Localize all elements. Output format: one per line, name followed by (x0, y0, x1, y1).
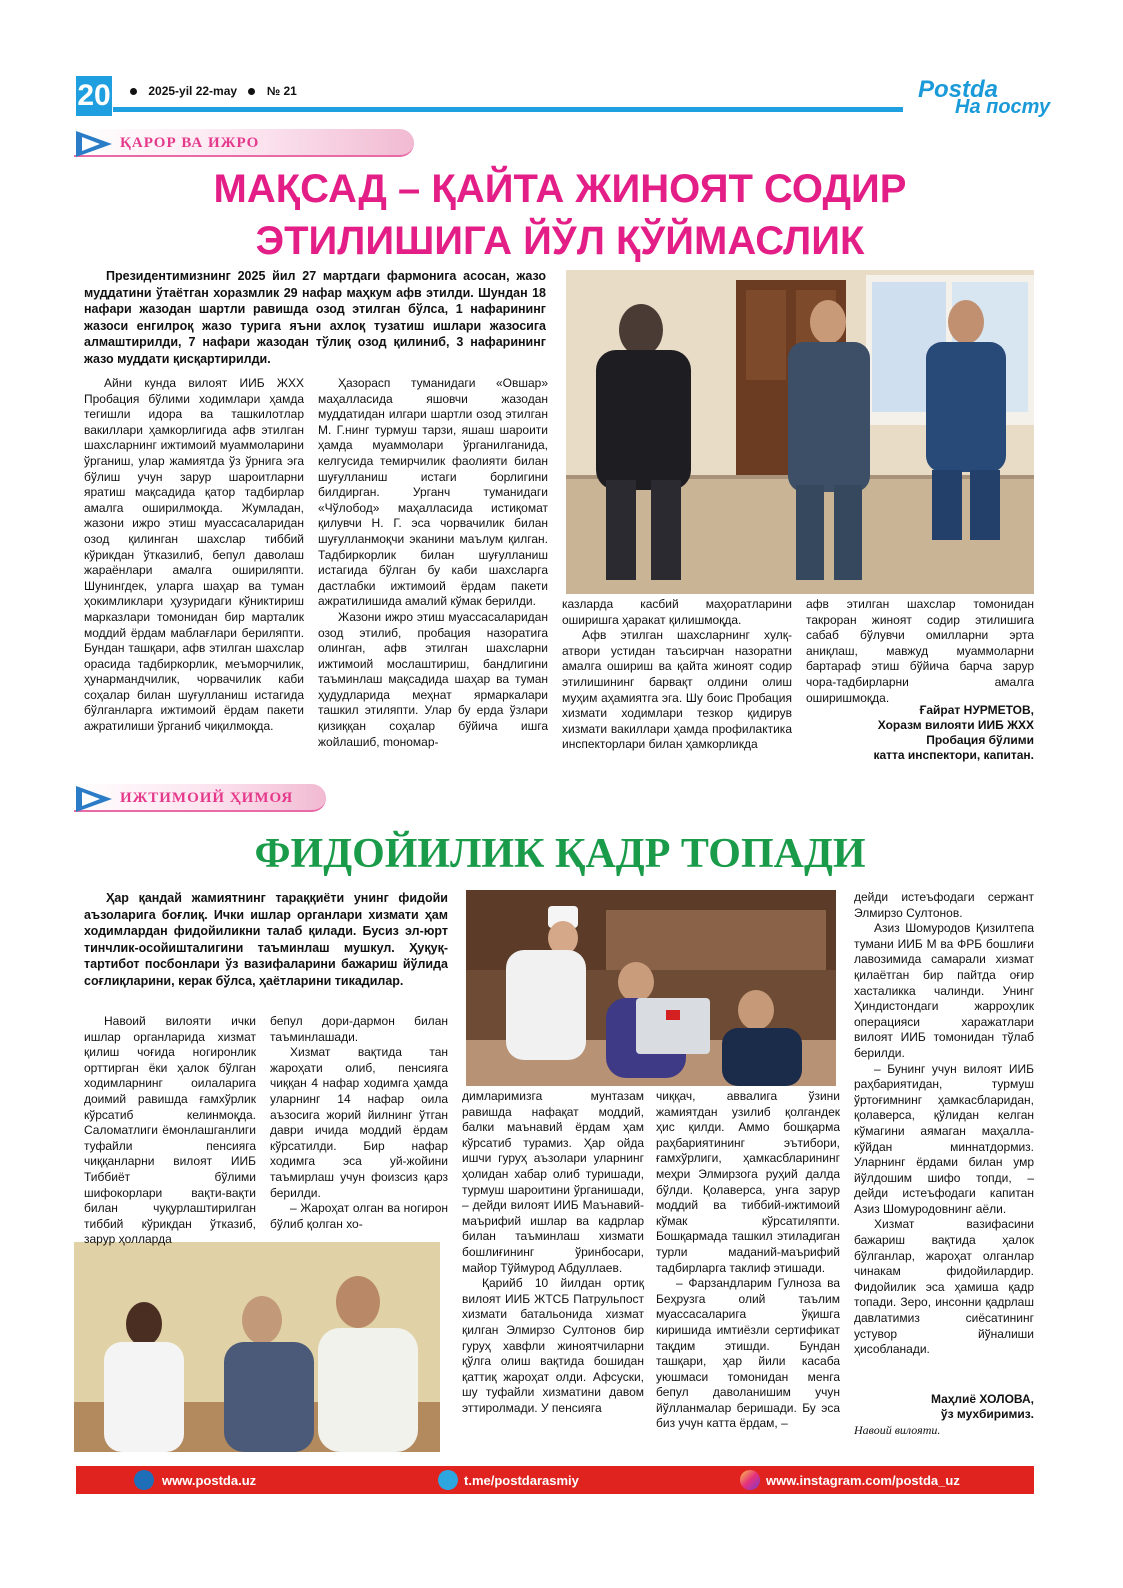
paragraph: Жазони ижро этиш муассасаларидан озод этилиб, пробация назоратига олинган, афв этилган шахсларни ижтимоий мослаштириш, бандлигини таъминлаш мақсадида шаҳар ва туман ҳудудларида меҳнат ярмаркалари ташкил этиляпти. Улар бу ерда ўзлари қизиққан соҳалар бўйича ишга жойлашиб, mономар- (318, 609, 548, 749)
paragraph: бепул дори-дармон билан таъминлашади. (270, 1014, 448, 1044)
article1-lead: Президентимизнинг 2025 йил 27 мартдаги фармонига асосан, жазо муддатини ўтаётган хоразмлик 29 нафар маҳкум афв этилди. Шундан 18 нафари жазодан шартли равишда озод этилган бўлса, 1 нафарининг жазоси енгилроқ жазо турига яъни ахлоқ тузатиш ишлари жазосига алмаштирилди, 7 нафари жазодан тўлиқ озод қилиниб, 3 нафарининг жазо муддати қисқартирилди. (84, 269, 546, 366)
paragraph: дейди истеъфодаги сержант Элмирзо Султонов. (854, 890, 1034, 920)
paragraph: Азиз Шомуродов Қизилтепа тумани ИИБ М ва ФРБ бошлиғи лавозимида самарали хизмат қилаётган бир пайтда оғир хасталикка чалинди. Унинг Ҳиндистондаги жарроҳлик операцияси харажатлари вилоят ИИБ томонидан тўлаб берилди. (854, 921, 1034, 1060)
arrow-icon (74, 784, 114, 814)
telegram-icon (438, 1470, 458, 1490)
headline-line: МАҚСАД – ҚАЙТА ЖИНОЯТ СОДИР (213, 167, 907, 211)
globe-icon (134, 1470, 154, 1490)
article2-column-1 (84, 1014, 256, 1248)
paragraph: Қарийб 10 йилдан ортиқ вилоят ИИБ ЖТСБ Патрульпост хизмати батальонида хизмат қилган Элмирзо Султонов бир гуруҳ хавфли жиноятчиларни қўлга олиш вақтида бошидан қаттиқ жароҳат олди. Афсуски, шу туфайли хизматини давом эттиролмади. У пенсияга (462, 1276, 644, 1415)
paragraph: – Фарзандларим Гулноза ва Беҳрузга олий таълим муассасаларига ўқишга киришида имтиёзли сертификат тақдим этишди. Бундан ташқари, ҳар йили касаба уюшмаси томонидан менга бепул даволанишим учун йўлланмалар беришади. Бу эса биз учун катта ёрдам, – (656, 1276, 840, 1431)
article2-lead: Ҳар қандай жамиятнинг тараққиёти унинг фидойи аъзоларига боғлиқ. Ички ишлар органлари хизмати ҳам ходимлардан фидойиликни талаб қилади. Бусиз эл-юрт тинчлик-осойишталигини таъминлаш мушкул. Ҳуқуқ-тартибот посбонлари ўз вазифаларини бажариш йўлида соғлиқларини, керак бўлса, ҳаётларини тикадилар. (84, 891, 448, 988)
author-position: Пробация бўлими (926, 733, 1034, 747)
paragraph: Ҳазорасп туманидаги «Овшар» маҳалласида яшовчи жазодан муддатидан илгари шартли озод этилган М. Г.нинг турмуш тарзи, яшаш шароити ҳамда муаммолари ўрганилганида, келгусида темирчилик фаолияти билан шуғулланиш истаги борлигини билдирган. Урганч туманидаги «Чўлобод» маҳалласида истиқомат қилувчи Н. Г. эса чорвачилик билан шуғулланмоқчи эканини маълум қилган. Тадбиркорлик билан шуғулланиш истагида бўлган бу каби шахсларга дастлабки ижтимоий ёрдам пакети ажратилишида амалий кўмак берилди. (318, 376, 548, 609)
header-rule (113, 107, 903, 112)
author-position: ўз мухбиримиз. (940, 1407, 1034, 1421)
paragraph: Навоий вилояти ички ишлар органларида хизмат қилиш чоғида ногиронлик орттирган ёки ҳалок бўлган ходимларнинг оилаларига доимий равишда ғамхўрлик кўрсатиб келинмоқда. Саломатлиги ёмонлашганлиги туфайли пенсияга чиққанларни вилоят ИИБ Тиббиёт бўлими шифокорлари вақти-вақти билан чуқурлаштирилган тиббий кўрикдан ўтказиб, зарур ҳолларда (84, 1014, 256, 1247)
issue-info (122, 84, 297, 98)
bullet-icon (130, 88, 137, 95)
article1-column-1 (84, 376, 304, 735)
paragraph: – Жароҳат олган ва ногирон бўлиб қолган хо- (270, 1201, 448, 1231)
rubric-tab-1 (74, 129, 414, 157)
article2-column-3 (462, 1089, 644, 1416)
page-number: 20 (76, 76, 112, 116)
rubric-tab-2 (74, 784, 326, 812)
article2-photo-bottom (74, 1242, 440, 1452)
article1-photo (566, 270, 1034, 594)
paragraph: – Бунинг учун вилоят ИИБ раҳбариятидан, турмуш ўртоғимнинг ҳамкасбларидан, қолаверса, қўлидан келган кўмагини аямаган маҳалла-кўйдан миннатдормиз. Уларнинг ёрдами билан умр йўлдошим шифо топди, – дейди истеъфодаги капитан Азиз Шомуродовнинг аёли. (854, 1061, 1034, 1216)
article2-column-4 (656, 1089, 840, 1432)
article1-author-block (806, 703, 1034, 763)
article2-column-5 (854, 890, 1034, 1358)
logo-postda: Postda (918, 76, 999, 103)
footer-site-link[interactable]: www.postda.uz (162, 1473, 257, 1488)
arrow-icon (74, 129, 114, 159)
article2-author-block (854, 1392, 1034, 1422)
article2-region: Навоий вилояти. (854, 1423, 941, 1437)
paragraph: димларимизга мунтазам равишда нафақат моддий, балки маънавий ёрдам ҳам кўрсатиб турамиз. Ҳар ойда ишчи гуруҳ аъзолари уларнинг ҳолидан хабар олиб туришади, турмуш шароитини ўрганишади, – дейди вилоят ИИБ Маънавий-маърифий ишлар ва кадрлар билан таъминлаш хизмати бошлиғининг ўринбосари, майор Тўймурод Абдуллаев. (462, 1089, 644, 1275)
logo-na-postu: На посту (955, 96, 1051, 118)
bullet-icon (248, 88, 255, 95)
paragraph: Хизмат вақтида тан жароҳати олиб, пенсияга чиққан 4 нафар ходимга ҳамда уларнинг 14 нафар оила аъзосига жорий йилнинг ўтган даври ичида моддий ёрдам кўрсатилди. Бир нафар ходимга эса уй-жойини таъмирлаш учун фоизсиз қарз берилди. (270, 1045, 448, 1200)
article2-photo-top (466, 890, 836, 1086)
article2-headline: ФИДОЙИЛИК ҚАДР ТОПАДИ (254, 831, 866, 877)
rubric-label: ҚАРОР ВА ИЖРО (120, 135, 260, 151)
article1-headline (160, 163, 960, 267)
footer-bar (76, 1466, 1034, 1494)
paragraph: Айни кунда вилоят ИИБ ЖХХ Пробация бўлими ходимлари ҳамда тегишли идора ва ташкилотлар вакиллари ҳамкорлигида афв этилган шахсларнинг ижтимоий муаммоларини ўрганиш, улар жамиятда ўз ўрнига эга бўлиш учун зарур шароитларни яратиш мақсадида қатор тадбирлар амалга оширилмоқда. Жумладан, жазони ижро этиш муассасаларидан озод қилинган шахслар тиббий кўрикдан ўтказилиб, бепул даволаш жараёнлари амалга ошириляпти. Шунингдек, уларга шаҳар ва туман ҳокимликлари ҳузуридаги кўниктириш марказлари томонидан бир марталик моддий ёрдам маблағлари бериляпти. Бундан ташқари, афв этилган шахслар орасида тадбиркорлик, меъморчилик, ҳунармандчилик, чорвачилик каби соҳалар билан шуғулланиш истагида бўлганларга ижтимоий ёрдам пакети ажратилиши ўрганиб чиқилмоқда. (84, 376, 304, 734)
paragraph: афв этилган шахслар томонидан такроран жиноят содир этилишига сабаб бўлувчи омилларни эрта аниқлаш, мавжуд муаммоларни бартараф этиш бўйича барча зарур чора-тадбирларни амалга оширишмоқда. (806, 597, 1034, 705)
paragraph: Хизмат вазифасини бажариш вақтида ҳалок бўлганлар, жароҳат олганлар чинакам фидойилардир. Фидойилик эса ҳамиша қадр топади. Зеро, инсонни қадрлаш давлатимиз сиёсатининг устувор йўналиши ҳисобланади. (854, 1217, 1034, 1357)
article1-column-3 (562, 597, 792, 753)
paragraph: Афв этилган шахсларнинг хулқ-атвори устидан таъсирчан назоратни амалга ошириш ва қайта жиноят содир этилишининг барвақт олдини олиш муҳим аҳамиятга эга. Шу боис Пробация хизмати ходимлари тезкор қидирув хизмати вакиллари ҳамда профилактика инспекторлари билан ҳамкорликда (562, 628, 792, 752)
author-position: Хоразм вилояти ИИБ ЖХХ (877, 718, 1034, 732)
paragraph: чиққач, аввалига ўзини жамиятдан узилиб қолгандек ҳис қилди. Аммо бошқарма раҳбариятининг эътибори, ғамхўрлиги, ҳамкасбларининг меҳри Элмирзога руҳий далда бўлди. Қолаверса, унга зарур моддий ва тиббий-ижтимоий кўмак кўрсатиляпти. Бошқармада ташкил этиладиган турли маданий-маърифий тадбирларга таклиф этишади. (656, 1089, 840, 1275)
issue-number: № 21 (266, 84, 297, 98)
article1-column-4 (806, 597, 1034, 706)
headline-line: ЭТИЛИШИГА ЙЎЛ ҚЎЙМАСЛИК (255, 219, 865, 263)
issue-date: 2025-yil 22-may (148, 84, 238, 98)
footer-telegram-link[interactable]: t.me/postdarasmiy (464, 1473, 579, 1488)
instagram-icon (740, 1470, 760, 1490)
author-name: Ғайрат НУРМЕТОВ, (919, 703, 1034, 717)
rubric-label: ИЖТИМОИЙ ҲИМОЯ (120, 790, 294, 806)
author-name: Маҳлиё ХОЛОВА, (930, 1392, 1034, 1406)
paragraph: казларда касбий маҳоратларини оширишга ҳаракат қилишмоқда. (562, 597, 792, 627)
author-position: катта инспектори, капитан. (873, 748, 1034, 762)
footer-instagram-link[interactable]: www.instagram.com/postda_uz (766, 1473, 960, 1488)
article1-column-2 (318, 376, 548, 750)
article2-column-2 (270, 1014, 448, 1232)
